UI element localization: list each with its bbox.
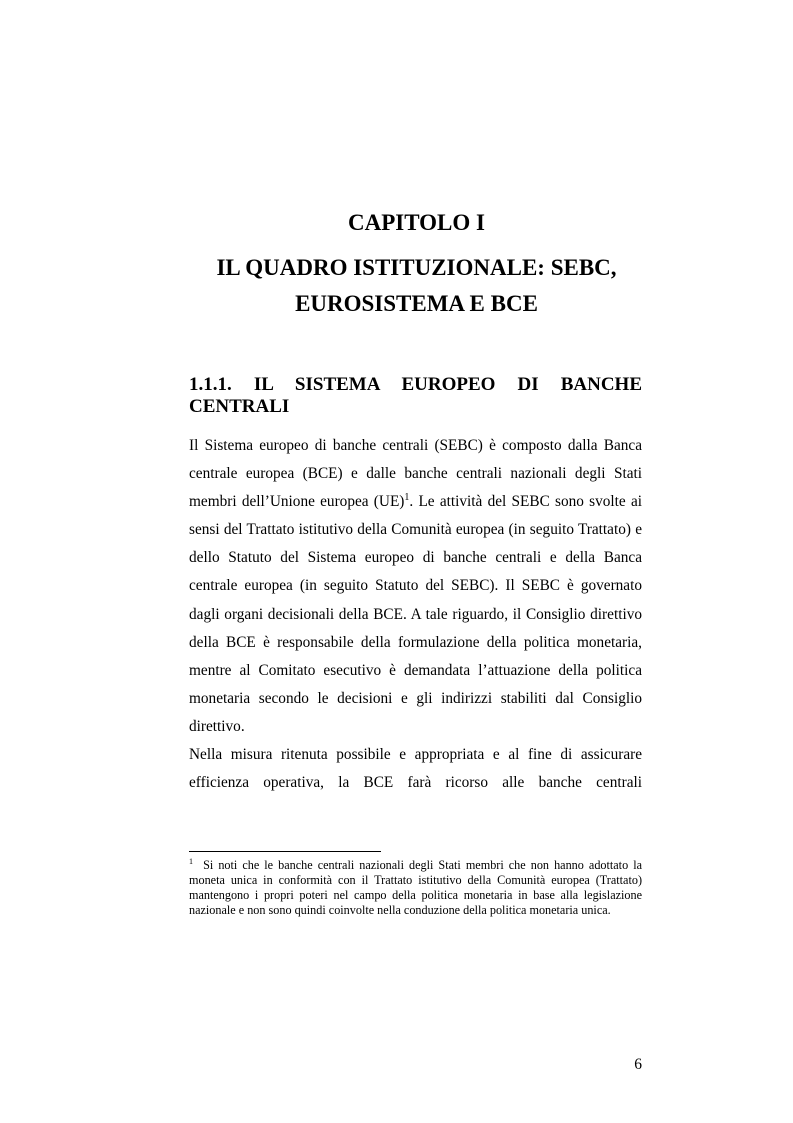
chapter-title-line-1: IL QUADRO ISTITUZIONALE: SEBC, — [216, 255, 617, 280]
footnote-text: Si noti che le banche centrali nazionali degli Stati membri che non hanno adottato la moneta unica in conformità con il Trattato istitutivo della Comunità europea (Trattato) mantengono i propri poteri nel campo della politica monetaria in base alla legislazione nazionale e non sono quindi coinvolte nella conduzione della politica monetaria unica. — [189, 858, 643, 917]
footnote-marker: 1 — [189, 856, 193, 866]
chapter-title-line-2: EUROSISTEMA E BCE — [295, 291, 538, 316]
body-text — [189, 432, 642, 797]
body-paragraph-1-start: Il Sistema europeo di banche centrali (SEBC) è composto dalla Banca centrale europea (BCE) e dalle banche centrali nazionali degli Stati membri dell’Unione europea (UE) — [189, 437, 642, 511]
footnote-reference: 1 — [404, 492, 410, 504]
footnote — [189, 858, 642, 918]
body-paragraph-1-end: . Le attività del SEBC sono svolte ai sensi del Trattato istitutivo della Comunità europea (in seguito Trattato) e dello Statuto del Sistema europeo di banche centrali e della Banca centrale europea (in seguito Statuto del SEBC). Il SEBC è governato dagli organi decisionali della BCE. A tale riguardo, il Consiglio direttivo della BCE è responsabile della formulazione della politica monetaria, mentre al Comitato esecutivo è demandata l’attuazione della politica monetaria secondo le decisioni e gli indirizzi stabiliti dal Consiglio direttivo. — [189, 493, 642, 735]
section-title-line-2: CENTRALI — [189, 396, 290, 417]
body-paragraph-1 — [189, 432, 642, 741]
body-paragraph-2: Nella misura ritenuta possibile e appropriata e al fine di assicurare efficienza operativa, la BCE farà ricorso alle banche centrali — [189, 746, 642, 792]
chapter-number: CAPITOLO I — [348, 210, 485, 235]
page-number: 6 — [634, 1056, 642, 1073]
section-title-line-1: 1.1.1. IL SISTEMA EUROPEO DI BANCHE — [189, 374, 642, 395]
footnote-divider — [189, 851, 381, 852]
